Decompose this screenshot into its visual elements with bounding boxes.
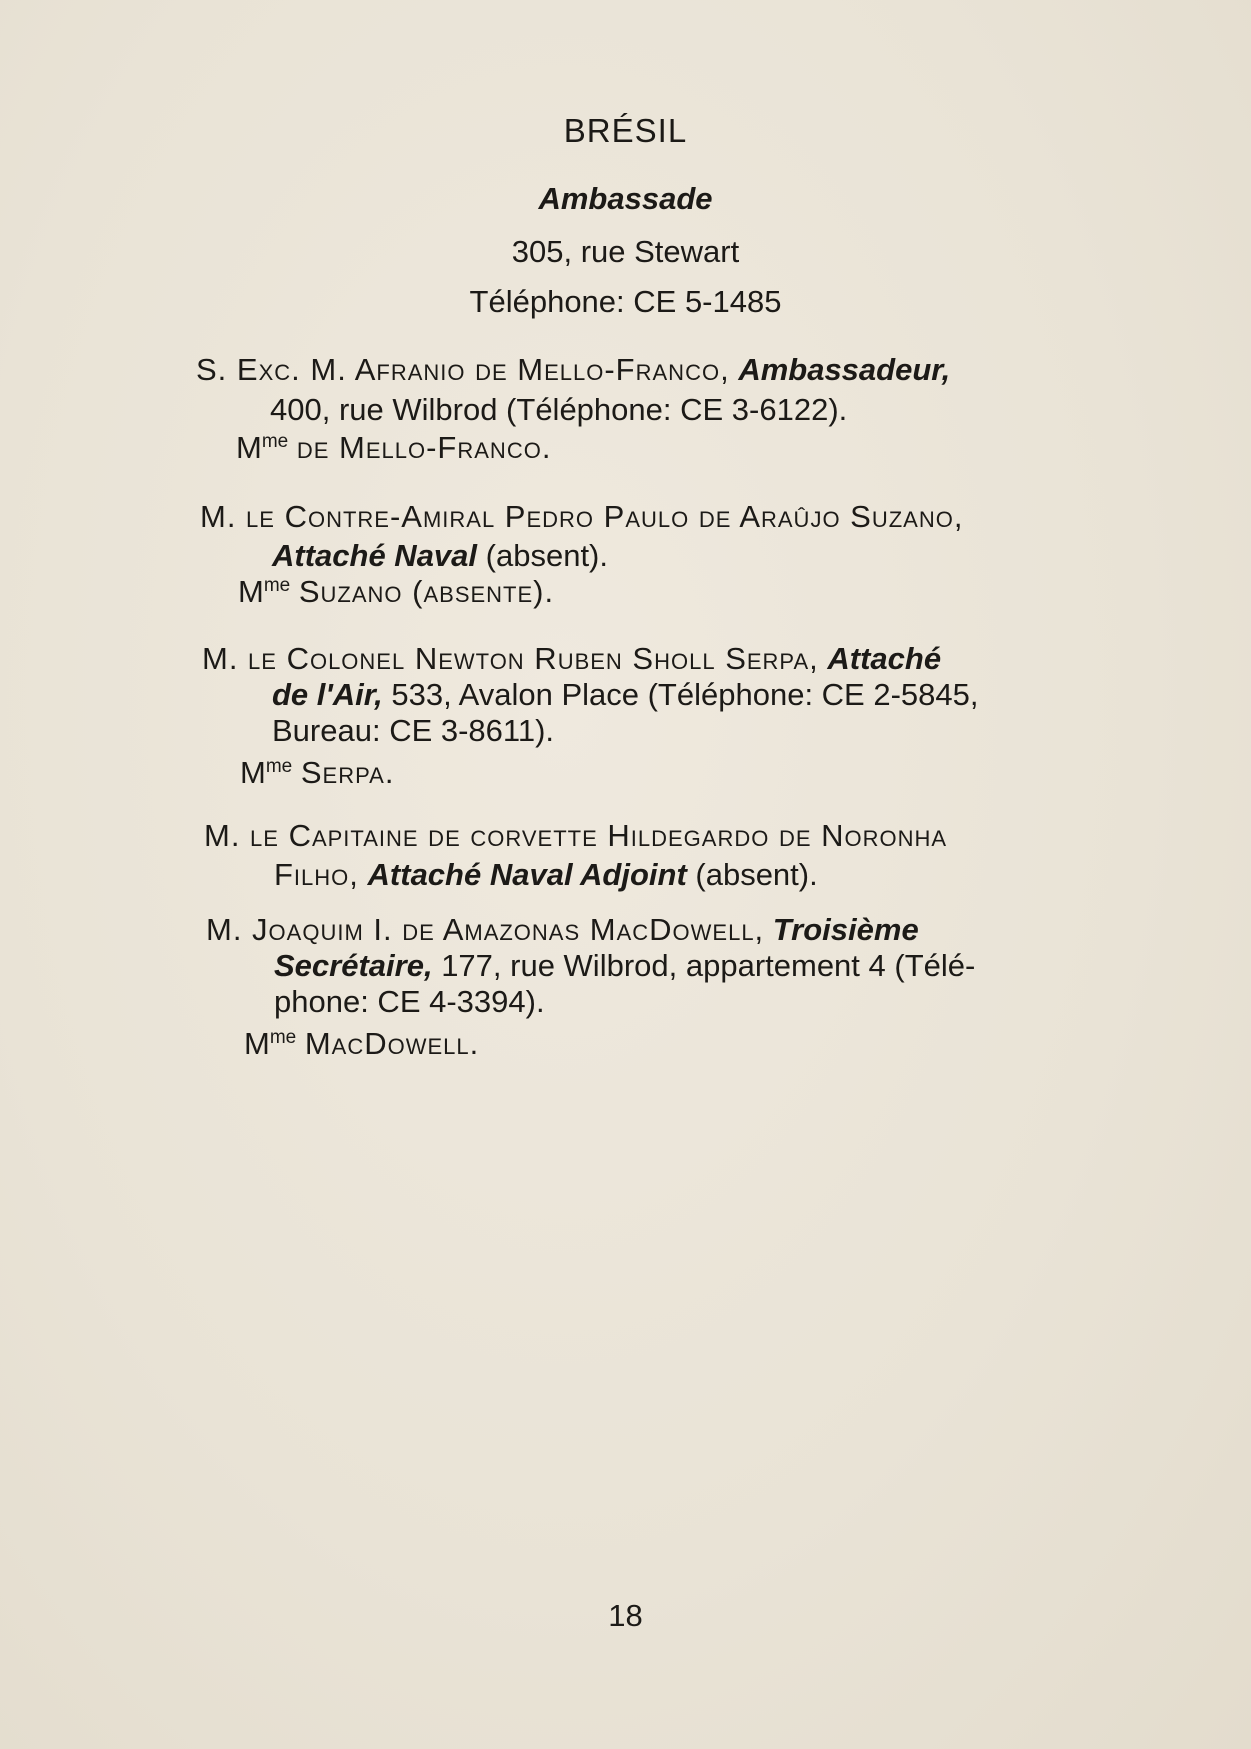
embassy-address: 305, rue Stewart <box>511 234 740 269</box>
embassy-telephone: Téléphone: CE 5-1485 <box>469 284 782 319</box>
entry-air-attache <box>202 641 1122 749</box>
entry-status: (absent). <box>485 538 608 573</box>
entry-status: (absent). <box>695 857 818 892</box>
entry-name: M. le Contre-Amiral Pedro Paulo de Araûjo Suzano, <box>200 499 964 534</box>
entry-name: M. le Colonel Newton Ruben Sholl Serpa, <box>202 641 819 676</box>
entry-name-cont: Filho, <box>274 857 359 892</box>
entry-title: Secrétaire, <box>274 948 433 983</box>
entry-title: Attaché Naval Adjoint <box>367 857 687 892</box>
entry-phone: phone: CE 4-3394). <box>274 984 545 1019</box>
page-number: 18 <box>608 1598 643 1633</box>
entry-naval-attache <box>200 499 1120 574</box>
entry-name: S. Exc. M. Afranio de Mello-Franco, <box>196 352 730 387</box>
entry-title: Attaché Naval <box>272 538 478 573</box>
entry-office-phone: Bureau: CE 3-8611). <box>272 713 555 748</box>
entry-address: 400, rue Wilbrod (Téléphone: CE 3-6122). <box>270 392 848 427</box>
entry-title: Ambassadeur, <box>738 352 951 387</box>
entry-address: 533, Avalon Place (Téléphone: CE 2-5845, <box>391 677 979 712</box>
bleed-through-shadow <box>640 232 785 265</box>
entry-address: 177, rue Wilbrod, appartement 4 (Télé- <box>441 948 976 983</box>
spouse-line: $M^{me}$ Suzano (absente). <box>238 574 555 609</box>
entry-third-secretary <box>206 912 1126 1020</box>
entry-title: Attaché <box>827 641 942 676</box>
entry-title: Troisième <box>772 912 919 947</box>
entry-title: de l'Air, <box>272 677 383 712</box>
entry-ambassador <box>196 352 1116 428</box>
section-heading: Ambassade <box>538 181 713 216</box>
spouse-line: $M^{me}$ de Mello-Franco. <box>236 430 552 465</box>
entry-name: M. Joaquim I. de Amazonas MacDowell, <box>206 912 765 947</box>
spouse-line: $M^{me}$ Serpa. <box>240 755 395 790</box>
spouse-line: $M^{me}$ MacDowell. <box>244 1026 480 1061</box>
country-heading: BRÉSIL <box>563 112 688 149</box>
entry-name: M. le Capitaine de corvette Hildegardo de Noronha <box>204 818 948 853</box>
entry-assistant-naval-attache <box>204 818 1124 893</box>
